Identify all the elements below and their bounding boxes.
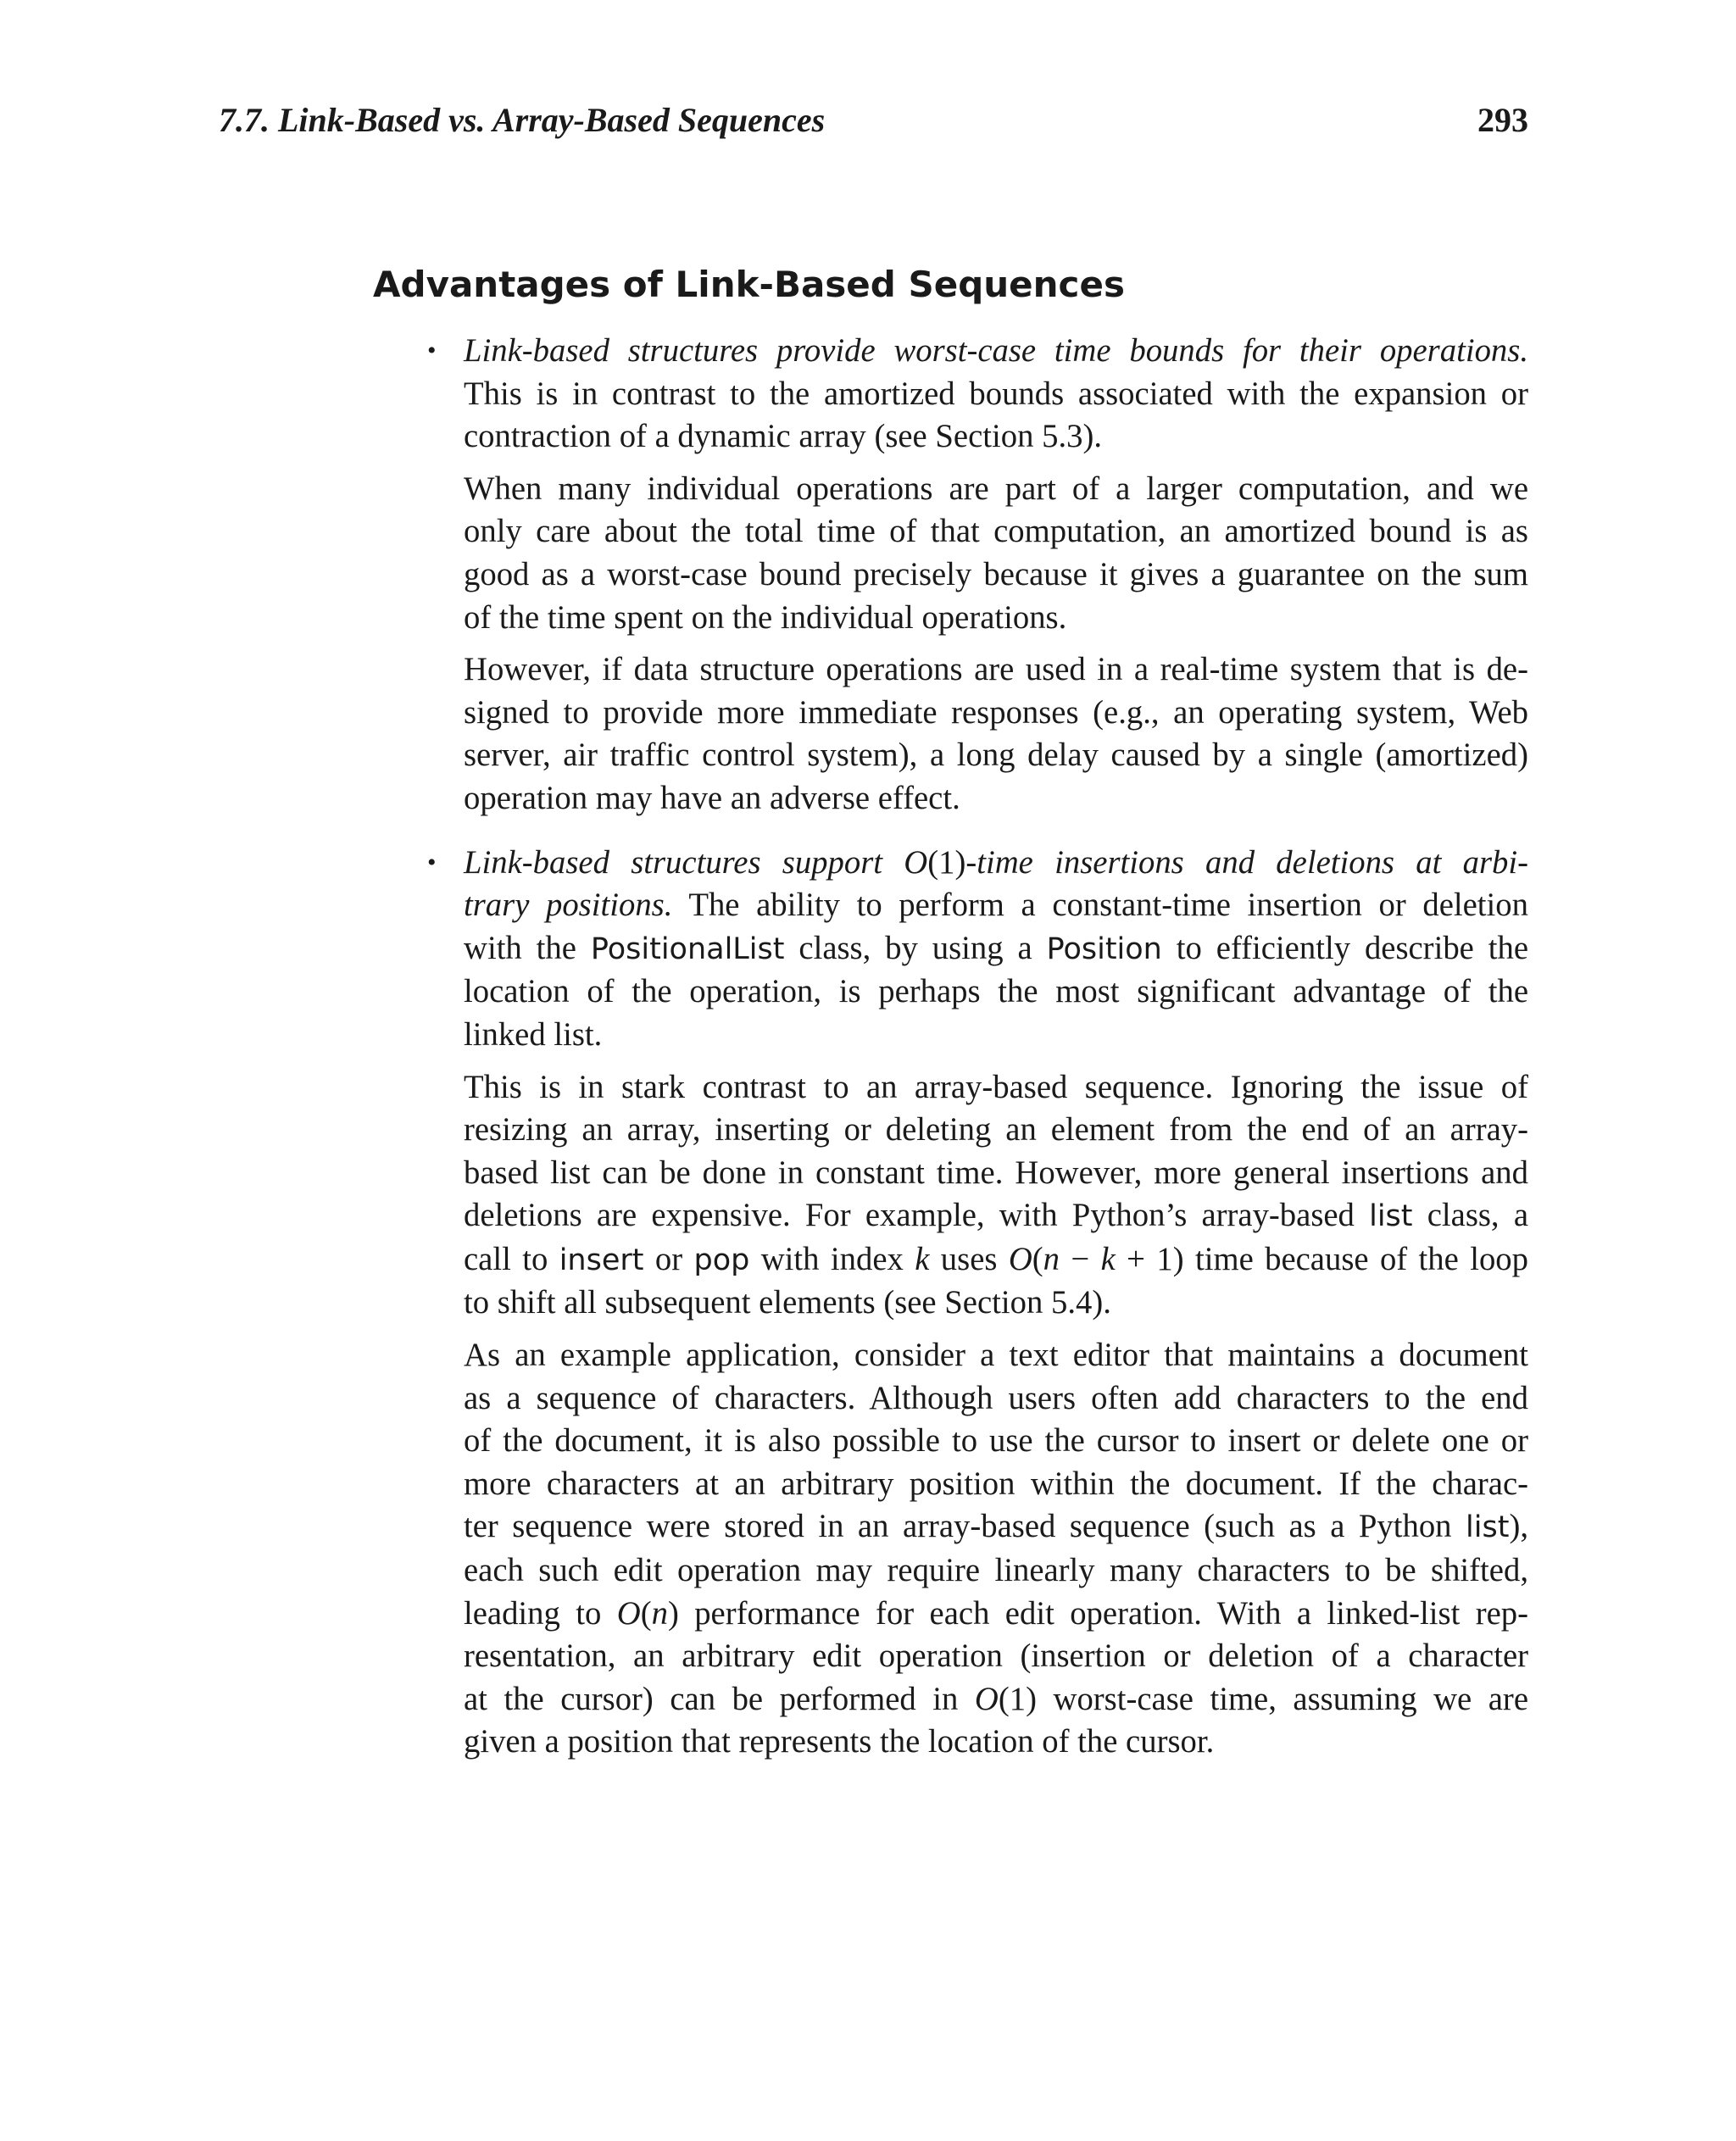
italic-text: Link-based structures support [464, 844, 904, 881]
text-run: with the [464, 930, 591, 966]
code-text: list [1466, 1510, 1510, 1545]
math-text: O [1008, 1241, 1032, 1277]
text-line [464, 1334, 1528, 1377]
text-run: class, by using a [784, 930, 1047, 966]
text-line [464, 734, 1528, 777]
text-line [464, 1505, 1528, 1549]
text-run: at the cursor) can be performed in [464, 1681, 975, 1717]
italic-text: -time insertions and deletions at arbi- [965, 844, 1528, 881]
text-run: resentation, an arbitrary edit operation (insertion or deletion of a character [464, 1638, 1528, 1675]
text-run: more characters at an arbitrary position within the document. If the charac- [464, 1465, 1528, 1502]
text-run: operation may have an adverse effect. [464, 780, 960, 816]
text-line [464, 1238, 1528, 1282]
paragraph [464, 1334, 1528, 1764]
text-run: (1) worst-case time, assuming we are [998, 1681, 1528, 1717]
text-run: ter sequence were stored in an array-based sequence (such as a Python [464, 1509, 1466, 1545]
text-line [464, 648, 1528, 692]
code-text: insert [559, 1243, 644, 1277]
text-line [464, 1377, 1528, 1421]
text-line [464, 927, 1528, 971]
text-line [464, 1593, 1528, 1636]
list-item [427, 842, 1528, 1764]
page-number: 293 [1477, 101, 1528, 139]
text-run: (1) [927, 844, 966, 881]
text-run: linked list. [464, 1016, 603, 1053]
italic-text: Link-based structures provide worst-case time bounds for their operations. [464, 333, 1528, 369]
math-text: k [915, 1241, 930, 1277]
text-line [464, 468, 1528, 511]
code-text: list [1369, 1199, 1413, 1234]
math-text: n [1043, 1241, 1060, 1277]
text-run: ( [1032, 1241, 1043, 1277]
text-run: of the time spent on the individual operations. [464, 599, 1067, 636]
text-run: uses [929, 1241, 1009, 1277]
text-run: The ability to perform a constant-time insertion or deletion [672, 887, 1528, 924]
running-head-section-title: 7.7. Link-Based vs. Array-Based Sequences [219, 101, 826, 139]
text-line [464, 1463, 1528, 1506]
math-text: O [974, 1681, 999, 1717]
text-run: leading to [464, 1595, 617, 1632]
text-line [464, 373, 1528, 416]
paragraph [464, 842, 1528, 1057]
text-run: call to [464, 1241, 559, 1277]
text-run: When many individual operations are part of a larger computation, and we [464, 470, 1528, 507]
text-run: This is in contrast to the amortized bounds associated with the expansion or [464, 375, 1528, 412]
text-run: This is in stark contrast to an array-based sequence. Ignoring the issue of [464, 1069, 1528, 1105]
text-run: as a sequence of characters. Although users often add characters to the end [464, 1380, 1528, 1416]
list-item [427, 330, 1528, 820]
text-run: − [1060, 1241, 1101, 1277]
text-run: server, air traffic control system), a long delay caused by a single (amortized) [464, 737, 1528, 774]
section-heading: Advantages of Link-Based Sequences [373, 264, 1125, 305]
text-run: to shift all subsequent elements (see Section 5.4). [464, 1285, 1111, 1321]
italic-text: trary positions. [464, 887, 673, 924]
paragraph [464, 648, 1528, 820]
text-line [464, 330, 1528, 373]
text-line [464, 510, 1528, 553]
text-run: given a position that represents the location of the cursor. [464, 1724, 1215, 1760]
text-run: However, if data structure operations are used in a real-time system that is de- [464, 652, 1528, 688]
bullet-list [427, 330, 1528, 1764]
text-line [464, 1721, 1528, 1764]
text-line [464, 1420, 1528, 1463]
text-run: As an example application, consider a text editor that maintains a document [464, 1337, 1528, 1374]
text-run: location of the operation, is perhaps the most significant advantage of the [464, 974, 1528, 1010]
text-line [464, 1549, 1528, 1593]
bullet-marker: • [427, 336, 437, 364]
text-line [464, 842, 1528, 885]
text-line [464, 1014, 1528, 1057]
text-line [464, 1152, 1528, 1195]
text-line [464, 970, 1528, 1014]
text-line [464, 553, 1528, 597]
text-run: ( [640, 1595, 652, 1632]
text-line [464, 597, 1528, 640]
text-run: based list can be done in constant time. However, more general insertions and [464, 1154, 1528, 1191]
text-line [464, 692, 1528, 735]
text-run: ) performance for each edit operation. With a linked-list rep- [667, 1595, 1528, 1632]
text-run: of the document, it is also possible to use the cursor to insert or delete one or [464, 1423, 1528, 1460]
text-line [464, 1109, 1528, 1152]
code-text: Position [1046, 931, 1162, 966]
text-run: or [643, 1241, 694, 1277]
code-text: pop [693, 1243, 750, 1277]
math-text: O [904, 844, 928, 881]
text-line [464, 777, 1528, 820]
text-line [464, 1194, 1528, 1238]
running-head [219, 95, 1528, 146]
math-text: k [1100, 1241, 1116, 1277]
code-text: PositionalList [590, 931, 785, 966]
text-line [464, 415, 1528, 459]
text-run: deletions are expensive. For example, with Python’s array-based [464, 1198, 1370, 1234]
text-run: with index [749, 1241, 915, 1277]
text-run: class, a [1412, 1198, 1528, 1234]
text-run: only care about the total time of that computation, an amortized bound is as [464, 514, 1528, 550]
text-line [464, 1066, 1528, 1109]
bullet-marker: • [427, 848, 437, 876]
text-line [464, 1282, 1528, 1325]
text-run: ), [1509, 1509, 1528, 1545]
text-run: + 1) time because of the loop [1115, 1241, 1528, 1277]
text-line [464, 1678, 1528, 1721]
text-run: signed to provide more immediate responses (e.g., an operating system, Web [464, 694, 1528, 731]
text-run: good as a worst-case bound precisely because it gives a guarantee on the sum [464, 556, 1528, 592]
math-text: O [616, 1595, 641, 1632]
paragraph [464, 468, 1528, 639]
text-run: each such edit operation may require linearly many characters to be shifted, [464, 1553, 1528, 1589]
paragraph [464, 1066, 1528, 1326]
text-line [464, 1635, 1528, 1678]
text-run: resizing an array, inserting or deleting an element from the end of an array- [464, 1112, 1528, 1148]
math-text: n [651, 1595, 668, 1632]
paragraph [464, 330, 1528, 459]
text-line [464, 884, 1528, 927]
text-run: contraction of a dynamic array (see Section 5.3). [464, 419, 1103, 455]
text-run: to efficiently describe the [1161, 930, 1528, 966]
